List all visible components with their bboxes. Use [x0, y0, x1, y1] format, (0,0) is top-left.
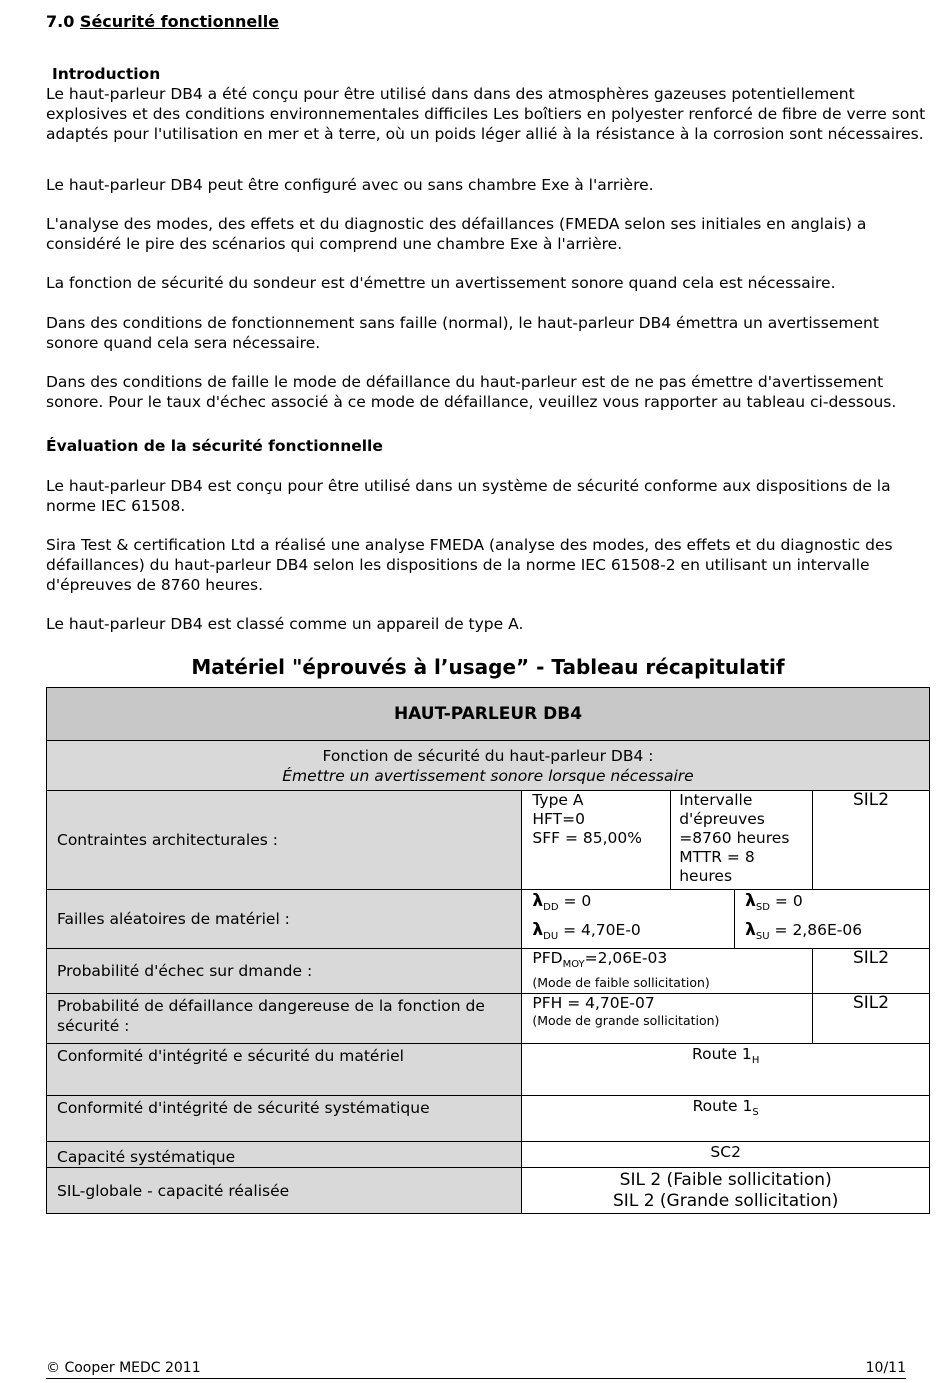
paragraph-fmeda: L'analyse des modes, des effets et du diagnostic des défaillances (FMEDA selon ses initiales en anglais) a considéré le pire des scénarios qui comprend une chambre Exe à l'arrière.: [46, 215, 867, 253]
section-heading: [46, 12, 279, 31]
safety-function-line2: Émettre un avertissement sonore lorsque nécessaire: [282, 766, 694, 785]
lambda-sd-icon: λ: [745, 891, 756, 911]
sil-global-label: SIL-globale - capacité réalisée: [47, 1168, 522, 1214]
arch-label: Contraintes architecturales :: [47, 791, 522, 890]
random-label: Failles aléatoires de matériel :: [47, 890, 522, 949]
dd-sub: DD: [543, 902, 559, 914]
capability-label: Capacité systématique: [47, 1142, 522, 1168]
intro-heading: Introduction: [52, 65, 161, 83]
sil-global-cell: [522, 1168, 930, 1214]
capability-value: SC2: [522, 1142, 930, 1168]
du-sub: DU: [543, 931, 559, 943]
paragraph-function: La fonction de sécurité du sondeur est d'émettre un avertissement sonore quand cela est nécessaire.: [46, 274, 836, 292]
hw-integrity-cell: [522, 1044, 930, 1096]
pfd-label: Probabilité d'échec sur dmande :: [47, 949, 522, 994]
du-value: = 4,70E-0: [563, 921, 641, 940]
section-title: Sécurité fonctionnelle: [79, 12, 280, 31]
pfh-label: Probabilité de défaillance dangereuse de la fonction de sécurité :: [47, 994, 522, 1044]
hw-route: Route 1: [692, 1045, 752, 1064]
pfh-value: PFH = 4,70E-07: [532, 994, 655, 1013]
sys-integrity-cell: [522, 1096, 930, 1142]
paragraph-fault: Dans des conditions de faille le mode de défaillance du haut-parleur est de ne pas émettre d'avertissement sonore. Pour le taux d'échec associé à ce mode de défaillance, veuillez vous rapporter au tableau ci-dessous.: [46, 373, 897, 411]
random-sd-su-cell: [735, 890, 930, 949]
paragraph-intro: Le haut-parleur DB4 a été conçu pour être utilisé dans dans des atmosphères gazeuses potentiellement explosives et des conditions environnementales difficiles Les boîtiers en polyester renforcé de fibre de verre sont adaptés pour l'utilisation en mer et à terre, où un poids léger allié à la résistance à la corrosion sont nécessaires.: [46, 85, 926, 143]
su-value: = 2,86E-06: [774, 921, 863, 940]
su-sub: SU: [755, 931, 770, 943]
sys-integrity-label: Conformité d'intégrité de sécurité systématique: [47, 1096, 522, 1142]
sd-value: = 0: [774, 892, 803, 910]
lambda-su-icon: λ: [745, 920, 756, 941]
eval-heading: Évaluation de la sécurité fonctionnelle: [46, 437, 383, 455]
summary-table: [46, 687, 930, 1214]
footer-copyright: © Cooper MEDC 2011: [46, 1360, 201, 1376]
pfd-sub: MOY: [562, 959, 585, 971]
lambda-du-icon: λ: [532, 920, 544, 941]
table-title: Matériel "éprouvés à l’usage” - Tableau récapitulatif: [191, 655, 785, 679]
arch-type: Type A: [532, 791, 584, 809]
paragraph-sira: Sira Test & certification Ltd a réalisé une analyse FMEDA (analyse des modes, des effets et du diagnostic des défaillances) du haut-parleur DB4 selon les dispositions de la norme IEC 61508-2 en utilisant un intervalle d'épreuves de 8760 heures.: [46, 536, 893, 594]
arch-interval-cell: [671, 791, 813, 890]
arch-sff: SFF = 85,00%: [532, 829, 642, 847]
sil-global-high: SIL 2 (Grande sollicitation): [613, 1190, 839, 1211]
hw-route-sub: H: [751, 1055, 760, 1067]
paragraph-normal: Dans des conditions de fonctionnement sans faille (normal), le haut-parleur DB4 émettra un avertissement sonore quand cela sera nécessaire.: [46, 314, 879, 352]
random-dd-du-cell: [522, 890, 735, 949]
pfh-cell: [522, 994, 813, 1044]
lambda-dd-icon: λ: [532, 891, 544, 911]
footer-rule: [46, 1378, 906, 1379]
pfd-cell: [522, 949, 813, 994]
safety-function-cell: [47, 741, 930, 791]
pfh-sil: SIL2: [813, 994, 930, 1044]
paragraph-type-a: Le haut-parleur DB4 est classé comme un appareil de type A.: [46, 615, 524, 633]
arch-mttr: MTTR = 8 heures: [679, 848, 755, 885]
arch-interval: Intervalle d'épreuves =8760 heures: [679, 791, 790, 847]
arch-sil: SIL2: [813, 791, 930, 890]
dd-value: = 0: [563, 892, 592, 910]
table-header: HAUT-PARLEUR DB4: [47, 688, 930, 741]
sil-global-low: SIL 2 (Faible sollicitation): [619, 1169, 832, 1190]
footer-page-number: 10/11: [865, 1360, 906, 1376]
sys-route: Route 1: [692, 1097, 753, 1116]
safety-function-line1: Fonction de sécurité du haut-parleur DB4 :: [322, 746, 654, 765]
pfd-value: =2,06E-03: [584, 949, 668, 968]
pfd-mode: (Mode de faible sollicitation): [532, 975, 710, 991]
sys-route-sub: S: [752, 1107, 759, 1119]
paragraph-iec: Le haut-parleur DB4 est conçu pour être utilisé dans un système de sécurité conforme aux dispositions de la norme IEC 61508.: [46, 477, 891, 515]
paragraph-config: Le haut-parleur DB4 peut être configuré avec ou sans chambre Exe à l'arrière.: [46, 176, 654, 194]
arch-hft: HFT=0: [532, 810, 585, 828]
pfd-main: PFD: [532, 949, 563, 968]
pfd-sil: SIL2: [813, 949, 930, 994]
pfh-mode: (Mode de grande sollicitation): [532, 1013, 720, 1029]
arch-type-cell: [522, 791, 671, 890]
sd-sub: SD: [755, 902, 770, 914]
hw-integrity-label: Conformité d'intégrité e sécurité du matériel: [47, 1044, 522, 1096]
section-number: 7.0: [46, 12, 75, 31]
